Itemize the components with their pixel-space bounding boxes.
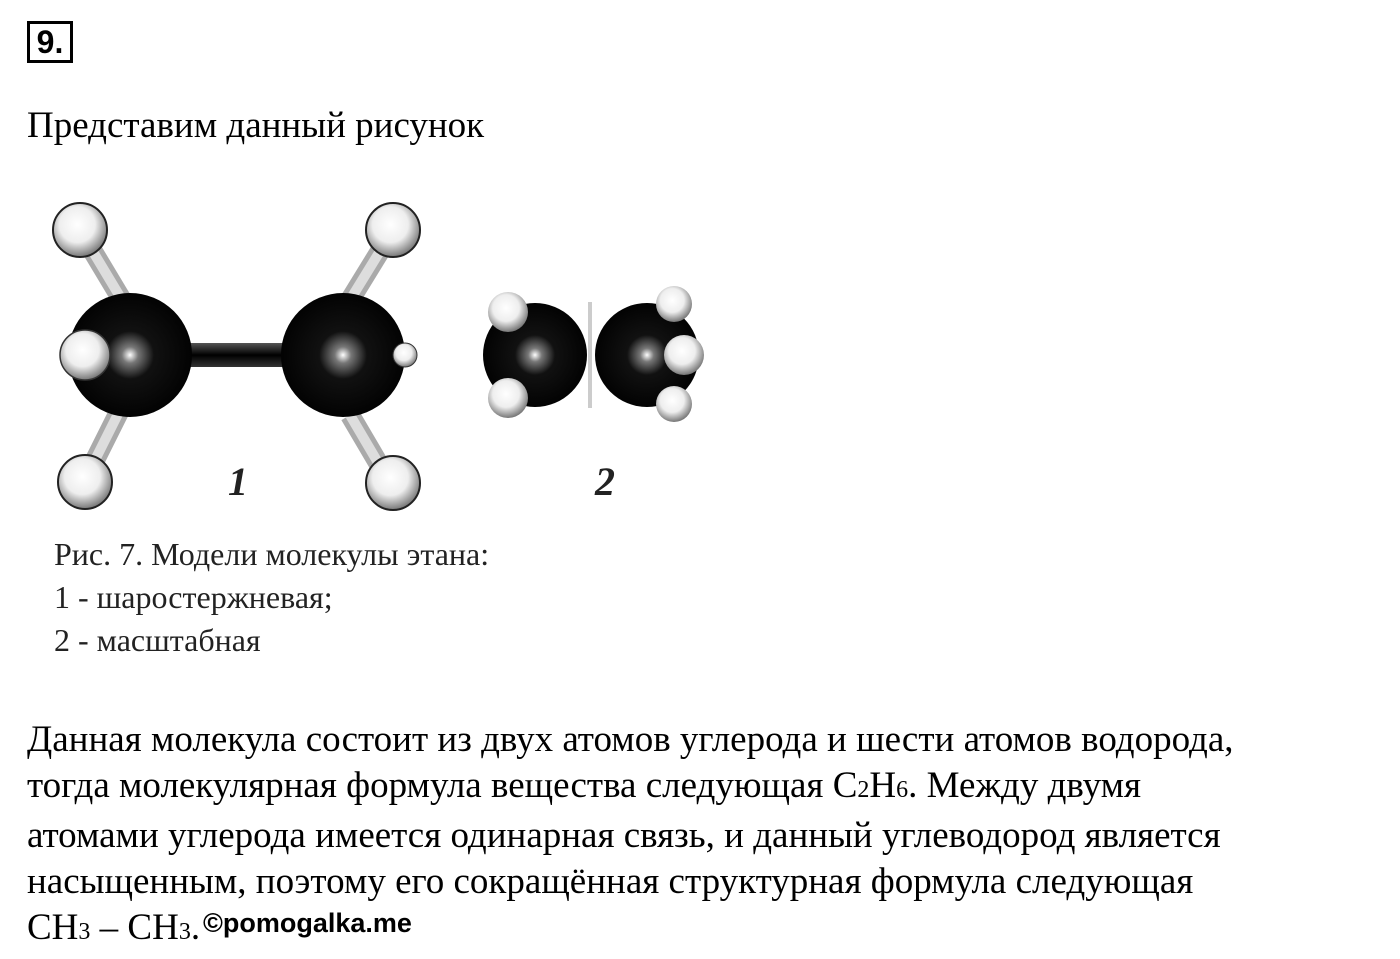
model-1-label: 1 xyxy=(228,459,248,504)
structural-formula: CH3 – CH3. xyxy=(27,907,201,948)
space-filling-model xyxy=(483,286,704,504)
model-2-label: 2 xyxy=(595,459,615,504)
paragraph-line-formula: тогда молекулярная формула вещества следующая C2H6. Между двумя xyxy=(27,765,1142,806)
intro-text: Представим данный рисунок xyxy=(27,105,485,146)
caption-line: 1 - шаростержневая; xyxy=(54,579,333,615)
caption-line: 2 - масштабная xyxy=(54,622,261,658)
paragraph-line: Данная молекула состоит из двух атомов углерода и шести атомов водорода, xyxy=(27,719,1234,760)
paragraph-line: насыщенным, поэтому его сокращённая структурная формула следующая xyxy=(27,861,1194,902)
task-number: 9. xyxy=(27,21,73,63)
ball-and-stick-model xyxy=(53,203,420,510)
caption-line: Рис. 7. Модели молекулы этана: xyxy=(54,536,490,572)
figure-caption xyxy=(54,533,489,662)
ethane-models-figure xyxy=(30,190,730,530)
paragraph-line: атомами углерода имеется одинарная связь, и данный углеводород является xyxy=(27,815,1221,856)
watermark: ©pomogalka.me xyxy=(203,908,412,938)
